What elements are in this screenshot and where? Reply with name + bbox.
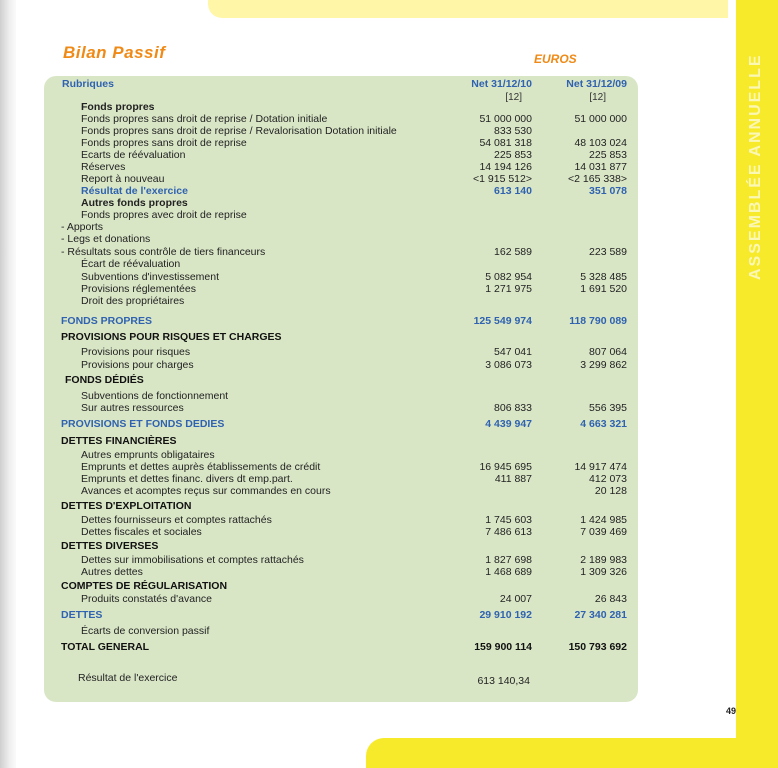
row-label: Autres fonds propres bbox=[81, 197, 188, 209]
row-label: Fonds propres avec droit de reprise bbox=[81, 209, 247, 221]
row-label: Subventions d'investissement bbox=[81, 271, 219, 283]
row-label: FONDS PROPRES bbox=[61, 315, 153, 327]
table-row bbox=[44, 315, 638, 328]
row-value-2010: 7 486 613 bbox=[485, 526, 532, 538]
row-label: Réserves bbox=[81, 161, 126, 173]
row-label: Provisions pour charges bbox=[81, 359, 194, 371]
row-value-2010: 1 827 698 bbox=[485, 554, 532, 566]
table-row bbox=[44, 593, 638, 606]
row-value-2010: 1 271 975 bbox=[485, 283, 532, 295]
row-value-2009: 556 395 bbox=[589, 402, 627, 414]
row-label: - Résultats sous contrôle de tiers financeurs bbox=[61, 246, 266, 258]
row-value-2010: 159 900 114 bbox=[474, 641, 532, 653]
row-value-2009: 1 424 985 bbox=[580, 514, 627, 526]
row-label: Fonds propres sans droit de reprise / Revalorisation Dotation initiale bbox=[81, 125, 397, 137]
table-row bbox=[44, 374, 638, 387]
row-label: DETTES D'EXPLOITATION bbox=[61, 500, 192, 512]
column-note-2009: [12] bbox=[589, 92, 606, 103]
row-value-2009: 1 309 326 bbox=[580, 566, 627, 578]
table-row bbox=[44, 580, 638, 593]
row-value-2010: 24 007 bbox=[499, 593, 532, 605]
row-value-2009: 118 790 089 bbox=[569, 315, 627, 327]
table-row bbox=[44, 500, 638, 513]
row-label: Provisions pour risques bbox=[81, 346, 191, 358]
row-value-2010: 4 439 947 bbox=[485, 418, 532, 430]
row-label: Fonds propres sans droit de reprise / Dotation initiale bbox=[81, 113, 328, 125]
page-title: Bilan Passif bbox=[63, 43, 166, 62]
table-row bbox=[44, 485, 638, 498]
table-row bbox=[44, 233, 638, 246]
table-row bbox=[44, 641, 638, 654]
row-value-2010: 29 910 192 bbox=[479, 609, 532, 621]
row-value-2010: 411 887 bbox=[494, 473, 532, 485]
row-label: Subventions de fonctionnement bbox=[81, 390, 229, 402]
row-label: Provisions réglementées bbox=[81, 283, 196, 295]
row-label: - Legs et donations bbox=[61, 233, 151, 245]
row-label: DETTES DIVERSES bbox=[61, 540, 159, 552]
row-label: Droit des propriétaires bbox=[81, 295, 185, 307]
bottom-color-bar bbox=[366, 738, 746, 768]
row-label: PROVISIONS ET FONDS DEDIES bbox=[61, 418, 225, 430]
row-value-2009: 225 853 bbox=[589, 149, 627, 161]
row-label: Autres dettes bbox=[81, 566, 143, 578]
table-row bbox=[44, 435, 638, 448]
row-label: Écart de réévaluation bbox=[81, 258, 181, 270]
row-value-2010: 51 000 000 bbox=[479, 113, 532, 125]
balance-sheet-panel bbox=[44, 76, 638, 702]
column-note-2010: [12] bbox=[505, 92, 522, 103]
row-value-2009: 223 589 bbox=[589, 246, 627, 258]
row-value-2009: 48 103 024 bbox=[574, 137, 627, 149]
row-value-2009: 5 328 485 bbox=[580, 271, 627, 283]
row-value-2010: 54 081 318 bbox=[479, 137, 532, 149]
row-label: Sur autres ressources bbox=[81, 402, 184, 414]
row-value-2009: 1 691 520 bbox=[580, 283, 627, 295]
table-header-row bbox=[44, 78, 638, 91]
row-label: PROVISIONS POUR RISQUES ET CHARGES bbox=[61, 331, 282, 343]
table-row bbox=[44, 609, 638, 622]
table-row bbox=[44, 346, 638, 359]
row-value-2010: 806 833 bbox=[494, 402, 532, 414]
page-gutter bbox=[0, 0, 16, 768]
row-value-2010: 162 589 bbox=[494, 246, 532, 258]
row-value-2010: 125 549 974 bbox=[473, 315, 532, 327]
table-row bbox=[44, 331, 638, 344]
row-label: Écarts de conversion passif bbox=[81, 625, 210, 637]
table-row bbox=[44, 418, 638, 431]
row-value-2010: 3 086 073 bbox=[485, 359, 532, 371]
row-label: FONDS DÉDIÉS bbox=[65, 374, 144, 386]
row-value-2009: 27 340 281 bbox=[574, 609, 627, 621]
row-value-2010: 613 140,34 bbox=[477, 675, 530, 687]
row-label: DETTES bbox=[61, 609, 103, 621]
table-row bbox=[44, 402, 638, 415]
row-value-2009: 51 000 000 bbox=[574, 113, 627, 125]
row-value-2010: 14 194 126 bbox=[479, 161, 532, 173]
row-label: DETTES FINANCIÈRES bbox=[61, 435, 177, 447]
table-row bbox=[44, 295, 638, 308]
row-value-2010: 547 041 bbox=[494, 346, 532, 358]
row-label: Fonds propres bbox=[81, 101, 155, 113]
row-label: TOTAL GENERAL bbox=[61, 641, 150, 653]
row-value-2010: 16 945 695 bbox=[479, 461, 532, 473]
row-value-2010: 613 140 bbox=[494, 185, 532, 197]
row-value-2009: 14 917 474 bbox=[574, 461, 627, 473]
row-value-2010: 833 530 bbox=[494, 125, 532, 137]
row-value-2009: 14 031 877 bbox=[574, 161, 627, 173]
row-value-2009: 150 793 692 bbox=[568, 641, 627, 653]
row-label: - Apports bbox=[61, 221, 104, 233]
row-value-2009: 3 299 862 bbox=[580, 359, 627, 371]
table-row bbox=[44, 625, 638, 638]
row-value-2010: 1 468 689 bbox=[485, 566, 532, 578]
row-value-2009: 412 073 bbox=[589, 473, 627, 485]
row-label: Autres emprunts obligataires bbox=[81, 449, 215, 461]
row-label: Dettes sur immobilisations et comptes rattachés bbox=[81, 554, 304, 566]
row-value-2009: 4 663 321 bbox=[580, 418, 627, 430]
row-label: Fonds propres sans droit de reprise bbox=[81, 137, 247, 149]
row-value-2010: 225 853 bbox=[494, 149, 532, 161]
row-value-2010: <1 915 512> bbox=[473, 173, 532, 185]
row-label: Report à nouveau bbox=[81, 173, 165, 185]
column-header-rubriques: Rubriques bbox=[62, 78, 114, 90]
table-row bbox=[44, 672, 638, 685]
row-label: Produits constatés d'avance bbox=[81, 593, 212, 605]
row-label: Dettes fournisseurs et comptes rattachés bbox=[81, 514, 272, 526]
table-row bbox=[44, 526, 638, 539]
row-value-2010: 5 082 954 bbox=[485, 271, 532, 283]
row-value-2009: 7 039 469 bbox=[580, 526, 627, 538]
row-label: Ecarts de réévaluation bbox=[81, 149, 186, 161]
column-header-2010: Net 31/12/10 bbox=[471, 78, 532, 90]
page-number: 49 bbox=[726, 706, 737, 716]
row-value-2009: 20 128 bbox=[594, 485, 627, 497]
row-label: Résultat de l'exercice bbox=[81, 185, 188, 197]
row-label: Emprunts et dettes financ. divers dt emp.part. bbox=[81, 473, 293, 485]
row-label: Dettes fiscales et sociales bbox=[81, 526, 202, 538]
side-section-label: ASSEMBLÉE ANNUELLE bbox=[747, 53, 764, 280]
row-label: COMPTES DE RÉGULARISATION bbox=[61, 580, 228, 592]
table-row bbox=[44, 566, 638, 579]
row-value-2009: 807 064 bbox=[589, 346, 627, 358]
table-row bbox=[44, 540, 638, 553]
column-header-2009: Net 31/12/09 bbox=[566, 78, 627, 90]
row-value-2009: <2 165 338> bbox=[568, 173, 627, 185]
row-value-2009: 26 843 bbox=[594, 593, 627, 605]
row-value-2010: 1 745 603 bbox=[485, 514, 532, 526]
table-row bbox=[44, 258, 638, 271]
row-label: Emprunts et dettes auprès établissements de crédit bbox=[81, 461, 321, 473]
currency-label: EUROS bbox=[534, 52, 577, 66]
row-label: Avances et acomptes reçus sur commandes en cours bbox=[81, 485, 331, 497]
top-tab-decoration bbox=[208, 0, 728, 18]
row-label: Résultat de l'exercice bbox=[78, 672, 178, 684]
row-value-2009: 351 078 bbox=[589, 185, 627, 197]
table-row bbox=[44, 359, 638, 372]
row-value-2009: 2 189 983 bbox=[580, 554, 627, 566]
